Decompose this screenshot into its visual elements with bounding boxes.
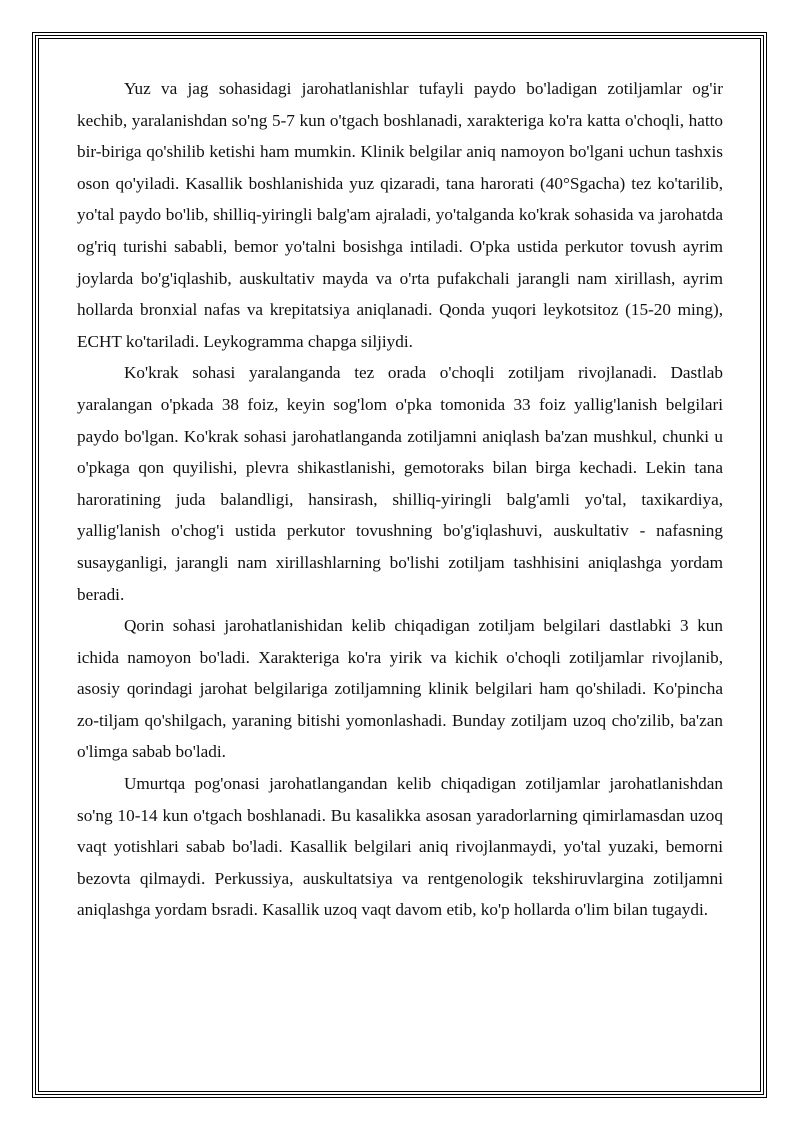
paragraph-face-jaw-injuries: Yuz va jag sohasidagi jarohatlanishlar tufayli paydo bo'ladigan zotiljamlar og'ir kechib, yaralanishdan so'ng 5-7 kun o'tgach boshlanadi, xarakteriga ko'ra katta o'choqli, hatto bir-biriga qo'shilib ketishi ham mumkin. Klinik belgilar aniq namoyon bo'lgani uchun tashxis oson qo'yiladi. Kasallik boshlanishida yuz qizaradi, tana harorati (40°Sgacha) tez ko'tarilib, yo'tal paydo bo'lib, shilliq-yiringli balg'am ajraladi, yo'talganda ko'krak sohasida va jarohatda og'riq turishi sababli, bemor yo'talni bosishga intiladi. O'pka ustida perkutor tovush ayrim joylarda bo'g'iqlashib, auskultativ mayda va o'rta pufakchali jarangli nam xirillash, ayrim hollarda bronxial nafas va krepitatsiya aniqlanadi. Qonda yuqori leykotsitoz (15-20 ming), ECHT ko'tariladi. Leykogramma chapga siljiydi. — [77, 79, 723, 351]
paragraph-chest-injuries: Ko'krak sohasi yaralanganda tez orada o'choqli zotiljam rivojlanadi. Dastlab yaralangan o'pkada 38 foiz, keyin sog'lom o'pka tomonida 33 foiz yallig'lanish belgilari paydo bo'lgan. Ko'krak sohasi jarohatlanganda zotiljamni aniqlash ba'zan mushkul, chunki u o'pkaga qon quyilishi, plevra shikastlanishi, gemotoraks bilan birga kechadi. Lekin tana haroratining juda balandligi, hansirash, shilliq-yiringli balg'amli yo'tal, taxikardiya, yallig'lanish o'chog'i ustida perkutor tovushning bo'g'iqlashuvi, auskultativ - nafasning susayganligi, jarangli nam xirillashlarning bo'lishi zotiljam tashhisini aniqlashga yordam beradi. — [77, 363, 723, 604]
paragraph-abdominal-injuries: Qorin sohasi jarohatlanishidan kelib chiqadigan zotiljam belgilari dastlabki 3 kun ichida namoyon bo'ladi. Xarakteriga ko'ra yirik va kichik o'choqli zotiljamlar rivojlanib, asosiy qorindagi jarohat belgilariga zotiljamning klinik belgilari ham qo'shiladi. Ko'pincha zo-tiljam qo'shilgach, yaraning bitishi yomonlashadi. Bunday zotiljam uzoq cho'zilib, ba'zan o'limga sabab bo'ladi. — [77, 616, 723, 762]
document-body — [77, 73, 723, 926]
paragraph-spinal-injuries: Umurtqa pog'onasi jarohatlangandan kelib chiqadigan zotiljamlar jarohatlanishdan so'ng 10-14 kun o'tgach boshlanadi. Bu kasalikka asosan yaradorlarning qimirlamasdan uzoq vaqt yotishlari sabab bo'ladi. Kasallik belgilari aniq rivojlanmaydi, yo'tal yuzaki, bemorni bezovta qilmaydi. Perkussiya, auskultatsiya va rentgenologik tekshiruvlargina zotiljamni aniqlashga yordam bsradi. Kasallik uzoq vaqt davom etib, ko'p hollarda o'lim bilan tugaydi. — [77, 774, 723, 920]
